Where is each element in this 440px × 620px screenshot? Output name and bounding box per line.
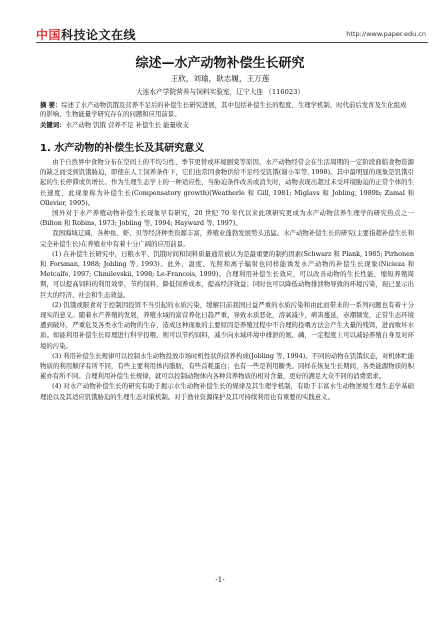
paragraph: 国外对于水产养殖动物补偿生长现象早有研究，20 世纪 70 年代以来此项研究更成为水产动物营养生理学的研究热点之一 (Bilton 和 Robins, 1973; Jobling 等, 1994; Hayward 等, 1997)。 xyxy=(40,209,414,228)
abstract-text: 综述了水产动物饥饿及营养不足后的补偿生长研究进展，其中包括补偿生长的程度、生理学机制、时代前后发育及生化组成的影响、生物能量学研究存在的问题和应用前景。 xyxy=(40,101,407,118)
logo-black-text: 科技论文在线 xyxy=(61,28,137,42)
header-divider xyxy=(36,42,428,43)
paragraph: (3) 利用补偿生长规律可以控制水生动物投放市场时机性状的营养构成(Jobling 等, 1994)。不同的动物在饥饿状态，对机体贮能物质的利用顺序有所不同，有些主要利用体内脂肪，有些首耗蛋白；也有一些是利用糖类。同样在恢复生长期间，各类能源物质的积累亦有所不同。合理利用补偿生长规律，就可以控制动物体内各种营养物质的相对含量，更好的满足大众不同的消费需求。 xyxy=(40,351,414,381)
paper-affiliation: 大连水产学院营养与饲料实验室，辽宁大连 （116023） xyxy=(135,88,305,96)
paper-authors: 王欣，刘瑜，耿志履，王万莲 xyxy=(170,74,270,83)
paragraph: (4) 对水产动物补偿生长的研究有助于揭示水生动物补偿生长的规律及其生理学机制，有助于丰富水生动物逆境生理生态学基础理论以及其适应饥饿胁迫的生理生态对策机制。对于渔业资源保护及其可持续利用也有重要的实践意义。 xyxy=(40,382,414,401)
abstract-label: 摘 要： xyxy=(40,101,62,109)
logo-red-text: 中国 xyxy=(36,28,62,42)
site-header xyxy=(0,0,440,40)
body-text xyxy=(40,157,414,402)
paragraph: (1) 在补偿生长研究中，日粮水平、饥饿时间和饲料质量通常被认为是最重要的制约因素(Schwarz 和 Plank, 1985; Pirhonen 和 Forsman, 1988; Jobling 等, 1993)。此外，温度、光照和离子辐射也同样能诱发水产动物的补偿生长现象(Nicieza 和 Metcalfe, 1997; Chmilevskii, 1998; Le-Francois, 1999)。合理利用补偿生长效应，可以改善动物的生长性能，缩短养殖周期，可以提高饲料的利用效率，节约饲料，降低饲养成本，提高经济效益；同时也可以降低动物排泄物导致的环境污染，现已显示出巨大的经济、社会和生态效益。 xyxy=(40,249,414,299)
keywords xyxy=(40,121,412,130)
section-heading: 1. 水产动物的补偿生长及其研究意义 xyxy=(40,143,205,154)
paragraph: 我国海域辽阔，各种鱼、虾、贝等经济种类资源丰富，养殖业蓬勃发展势头迅猛。水产动物补偿生长的研究(主要指超补偿生长和完全补偿生长)在养殖业中有着十分广阔的应用前景。 xyxy=(40,229,414,248)
paragraph: (2) 饥饿或限食对于控制因投饵不当引起的水质污染，缓解目前我国日益严重的水质污染和由此而带来的一系列问题也有着十分现实的意义。随着水产养殖的发展，养殖水域的富营养化日趋严重，导致水质恶化，溶氧减少，病害蔓延，赤潮频发，正常生态环境遭到破坏，严重危及各类水生动物的生存，造成这种现象的主要原因是养殖过程中不合理的投喂方法会产生大量的残饵，进而败坏水质。如能利用补偿生长原理进行科学投喂，则可以节约饲料，减少向水域环境中排泄的氮、磷，一定程度上可以减轻养殖自身及对环境的污染。 xyxy=(40,300,414,350)
site-logo[interactable] xyxy=(36,26,136,43)
keywords-label: 关键词： xyxy=(40,121,66,129)
paragraph: 由于自然界中食物分布在空间上的不均匀性、季节更替或环境剧变等原因，水产动物经常会在生活周期的一定阶段面临食物资源的缺乏而受到饥饿胁迫，即使在人工饲养条件下，它们也常因食物供给不足经受饥饿(谢小军等, 1998)。其中最明显的现象是饥饿引起的生长停滞或负增长。作为生理生态学上的一种适应性，当胁迫条件改善或消失时，动物表现出超过未受环境胁迫的正常个体的生长速度，此现象称为补偿生长(Compensatory growth)(Weatherle 和 Gill, 1981; Miglavs 和 Jobling, 1989b; Zamal 和 Ollevier, 1995)。 xyxy=(40,158,414,207)
paper-title: 综述—水产动物补偿生长研究 xyxy=(135,56,305,71)
page-number: -1- xyxy=(215,576,225,584)
site-url[interactable]: http://www.paper.edu.cn xyxy=(346,30,426,38)
keywords-text: 水产动物 饥饿 营养不足 补偿生长 能量收支 xyxy=(65,121,189,129)
abstract xyxy=(40,101,412,119)
